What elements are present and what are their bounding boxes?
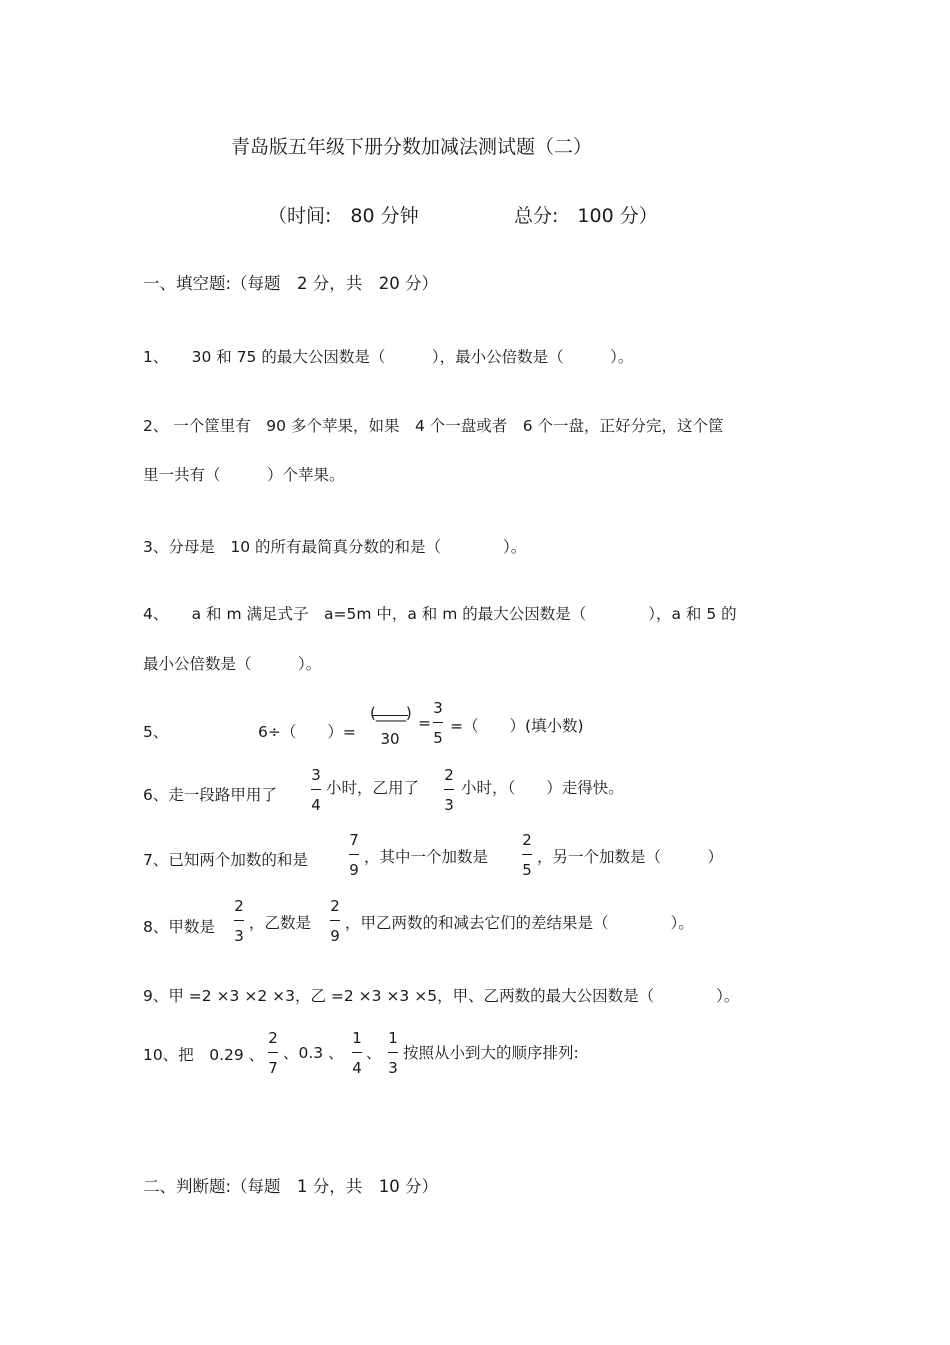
denominator: 9 [349,861,359,879]
denominator: 3 [444,796,454,814]
denominator: 3 [388,1059,398,1077]
numerator: 2 [522,831,532,849]
denominator: 9 [330,927,340,945]
question-6-part-3: 小时，（ ）走得快。 [461,779,624,797]
numerator: 1 [352,1029,362,1047]
section-true-false-heading: 二、判断题:（每题 1 分，共 10 分） [143,1177,439,1196]
denominator: 4 [352,1059,362,1077]
question-8-part-1: 8、甲数是 [143,918,215,936]
question-5-label: 5、 [143,723,169,741]
question-6-part-1: 6、走一段路甲用了 [143,786,277,804]
fraction-bar [311,789,321,790]
question-1: 1、 30 和 75 的最大公因数是（ ），最小公倍数是（ ）。 [143,348,634,366]
numerator: 2 [234,897,244,915]
denominator: 4 [311,796,321,814]
question-2-line-1: 2、 一个筐里有 90 多个苹果，如果 4 个一盘或者 6 个一盘，正好分完，这个筐 [143,417,724,435]
page-title: 青岛版五年级下册分数加减法测试题（二） [231,136,593,158]
fraction-bar [388,1052,398,1053]
numerator: 3 [433,699,443,717]
question-8-part-3: ，甲乙两数的和减去它们的差结果是（ ）。 [345,914,694,932]
question-10-part-1: 10、把 0.29 、 [143,1046,265,1064]
question-2-line-2: 里一共有（ ）个苹果。 [143,466,345,484]
exam-time: （时间: 80 分钟 [268,205,419,227]
fraction-bar [444,789,454,790]
denominator: 7 [268,1059,278,1077]
fraction-bar [352,1052,362,1053]
question-7-part-3: ，另一个加数是（ ） [537,848,724,866]
fraction-bar [522,854,532,855]
denominator: 30 [380,730,400,748]
fraction-bar [234,920,244,921]
fraction-bar [372,715,408,716]
numerator: 2 [330,897,340,915]
numerator: 1 [388,1029,398,1047]
question-5-expression: 6÷（ ）= [258,723,356,741]
fraction-bar [268,1052,278,1053]
section-fill-blank-heading: 一、填空题:（每题 2 分，共 20 分） [143,274,439,293]
fraction-bar [330,920,340,921]
question-5-tail: =（ ）(填小数) [450,717,584,735]
question-3: 3、分母是 10 的所有最简真分数的和是（ ）。 [143,538,527,556]
question-4-line-1: 4、 a 和 m 满足式子 a=5m 中，a 和 m 的最大公因数是（ ），a 和 5 的 [143,605,737,623]
question-10-part-3: 、 [366,1044,382,1062]
fraction-bar [433,722,443,723]
fraction-bar [349,854,359,855]
exam-total-score: 总分: 100 分） [514,205,658,227]
blank-numerator: (____) [370,704,412,722]
question-6-part-2: 小时，乙用了 [326,779,420,797]
denominator: 3 [234,927,244,945]
question-5-equals: = [418,714,431,732]
question-9: 9、甲 =2 ×3 ×2 ×3，乙 =2 ×3 ×3 ×5，甲、乙两数的最大公因数是（ ）。 [143,987,740,1005]
numerator: 7 [349,831,359,849]
question-8-part-2: ，乙数是 [249,914,312,932]
question-10-part-4: 按照从小到大的顺序排列: [403,1044,579,1062]
question-7-part-2: ，其中一个加数是 [364,848,489,866]
numerator: 2 [444,766,454,784]
question-10-part-2: 、0.3 、 [283,1044,344,1062]
question-7-part-1: 7、已知两个加数的和是 [143,851,308,869]
question-4-line-2: 最小公倍数是（ ）。 [143,655,322,673]
denominator: 5 [433,729,443,747]
numerator: 2 [268,1029,278,1047]
denominator: 5 [522,861,532,879]
numerator: 3 [311,766,321,784]
